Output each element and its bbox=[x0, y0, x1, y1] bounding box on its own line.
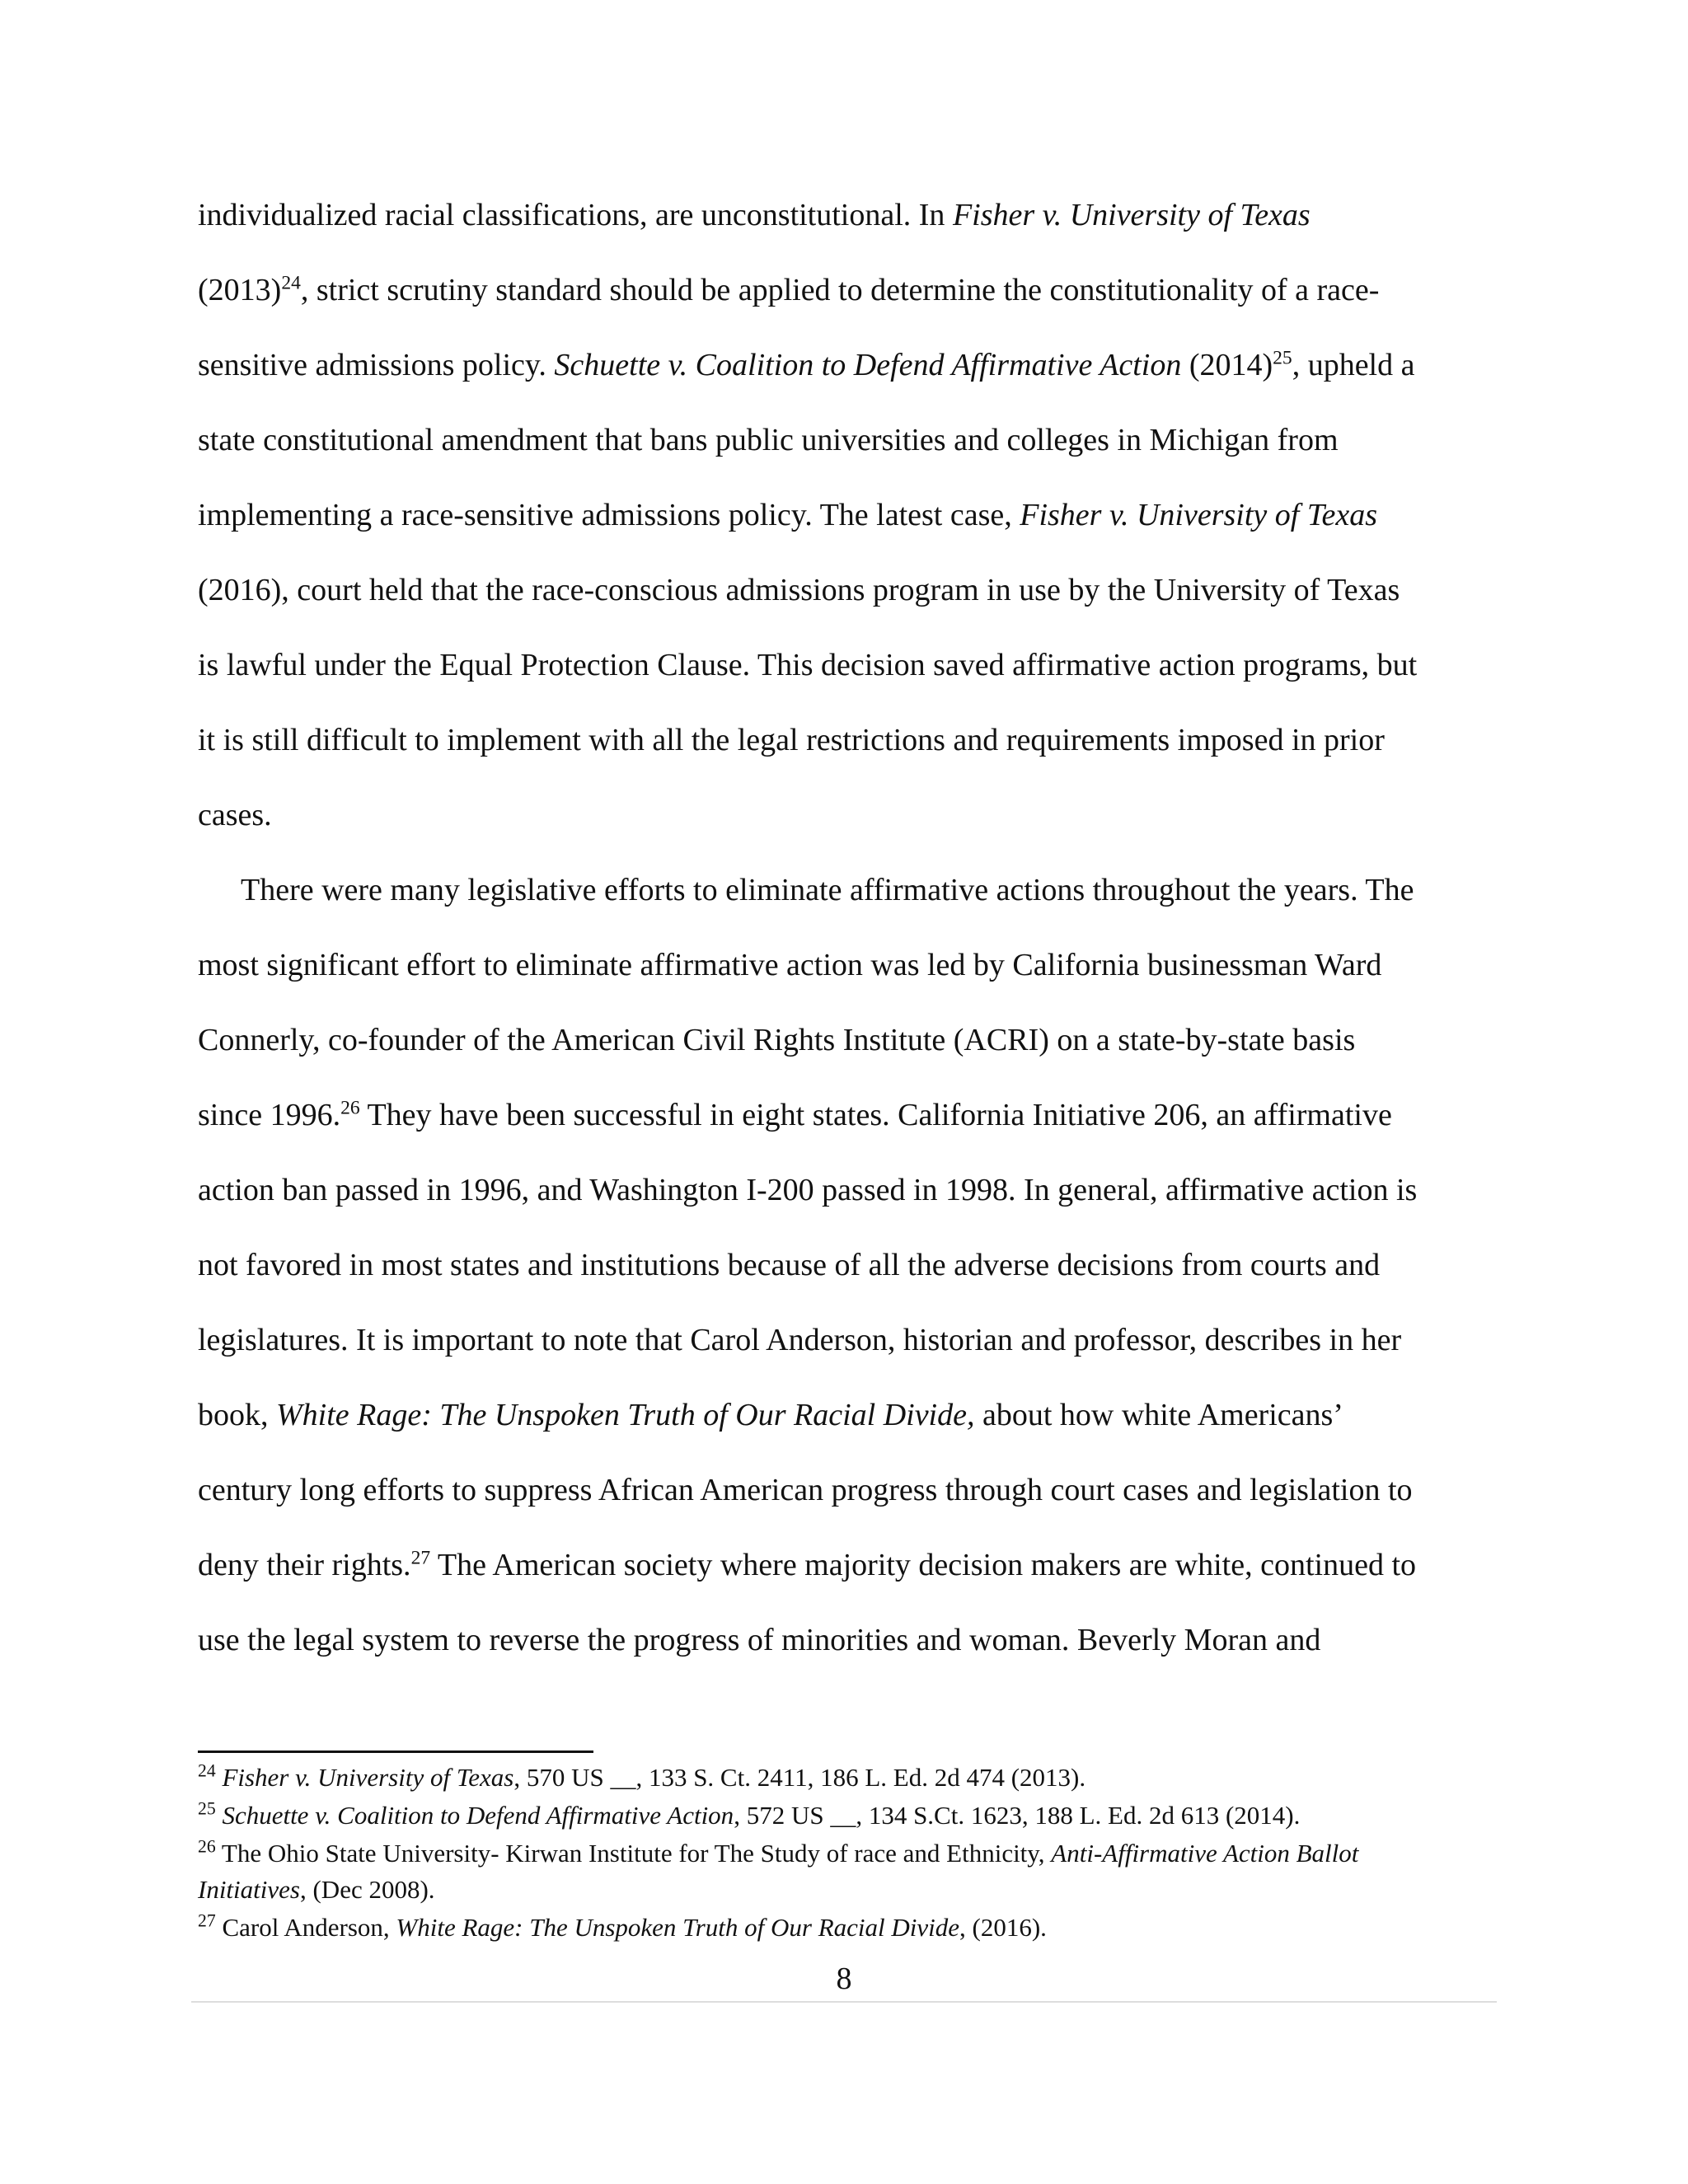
text-run: They have been successful in eight states. California Initiative 206, an affirmative bbox=[359, 1098, 1392, 1132]
case-name: Schuette v. Coalition to Defend Affirmative Action bbox=[222, 1801, 734, 1830]
report-title: Anti-Affirmative Action Ballot bbox=[1051, 1839, 1359, 1868]
body-line-6: (2016), court held that the race-conscious admissions program in use by the University of Texas bbox=[198, 573, 1400, 607]
body-line-13 bbox=[198, 1096, 1392, 1134]
text-run: sensitive admissions policy. bbox=[198, 348, 555, 382]
body-line-8: it is still difficult to implement with all the legal restrictions and requirements imposed in prior bbox=[198, 723, 1385, 757]
footnote-26 bbox=[198, 1838, 1358, 1869]
body-line-12: Connerly, co-founder of the American Civil Rights Institute (ACRI) on a state-by-state basis bbox=[198, 1023, 1356, 1057]
citation: , (2016). bbox=[959, 1913, 1047, 1942]
footnote-ref-25[interactable]: 25 bbox=[1273, 347, 1292, 369]
footnote-number: 27 bbox=[198, 1910, 216, 1931]
text-run: about how white Americans’ bbox=[974, 1398, 1343, 1432]
body-line-7: is lawful under the Equal Protection Clause. This decision saved affirmative action programs, but bbox=[198, 648, 1418, 682]
footnote-separator bbox=[198, 1750, 593, 1753]
body-line-17 bbox=[198, 1396, 1343, 1434]
body-line-2 bbox=[198, 271, 1379, 309]
citation: The Ohio State University- Kirwan Institute for The Study of race and Ethnicity, bbox=[221, 1839, 1052, 1868]
book-title: White Rage: The Unspoken Truth of Our Racial Divide, bbox=[276, 1398, 975, 1432]
text-run: individualized racial classifications, are unconstitutional. In bbox=[198, 198, 953, 232]
text-run: book, bbox=[198, 1398, 276, 1432]
case-name-schuette: Schuette v. Coalition to Defend Affirmative Action bbox=[554, 348, 1182, 382]
text-run: (2014) bbox=[1181, 348, 1273, 382]
footnote-24 bbox=[198, 1762, 1085, 1793]
citation: , 570 US __, 133 S. Ct. 2411, 186 L. Ed. 2d 474 (2013). bbox=[513, 1763, 1086, 1792]
text-run: implementing a race-sensitive admissions policy. The latest case, bbox=[198, 498, 1020, 532]
body-line-5 bbox=[198, 496, 1377, 534]
book-title: White Rage: The Unspoken Truth of Our Racial Divide bbox=[396, 1913, 960, 1942]
body-line-20: use the legal system to reverse the progress of minorities and woman. Beverly Moran and bbox=[198, 1623, 1321, 1657]
body-line-18: century long efforts to suppress African American progress through court cases and legislation to bbox=[198, 1473, 1413, 1507]
citation: , 572 US __, 134 S.Ct. 1623, 188 L. Ed. 2d 613 (2014). bbox=[734, 1801, 1301, 1830]
citation: Carol Anderson, bbox=[222, 1913, 396, 1942]
case-name: Fisher v. University of Texas bbox=[222, 1763, 514, 1792]
report-title: Initiatives bbox=[198, 1875, 300, 1904]
body-line-16: legislatures. It is important to note that Carol Anderson, historian and professor, describes in her bbox=[198, 1323, 1402, 1357]
body-line-15: not favored in most states and institutions because of all the adverse decisions from courts and bbox=[198, 1248, 1381, 1282]
text-run: deny their rights. bbox=[198, 1548, 411, 1582]
body-line-9: cases. bbox=[198, 798, 272, 832]
footnote-ref-24[interactable]: 24 bbox=[281, 272, 301, 294]
case-name-fisher-2016: Fisher v. University of Texas bbox=[1020, 498, 1378, 532]
page-bottom-divider bbox=[191, 2001, 1497, 2003]
body-line-10: There were many legislative efforts to eliminate affirmative actions throughout the years. The bbox=[241, 873, 1414, 907]
citation: , (Dec 2008). bbox=[299, 1875, 435, 1904]
case-name-fisher-2013: Fisher v. University of Texas bbox=[952, 198, 1311, 232]
footnote-number: 24 bbox=[198, 1760, 216, 1781]
text-run: since 1996. bbox=[198, 1098, 341, 1132]
body-line-1 bbox=[198, 196, 1311, 234]
text-run: , upheld a bbox=[1292, 348, 1415, 382]
footnote-25 bbox=[198, 1800, 1300, 1831]
footnote-26-continued bbox=[198, 1874, 435, 1905]
footnote-27 bbox=[198, 1912, 1047, 1943]
footnote-ref-26[interactable]: 26 bbox=[340, 1097, 360, 1119]
text-run: The American society where majority decision makers are white, continued to bbox=[430, 1548, 1417, 1582]
text-run: , strict scrutiny standard should be applied to determine the constitutionality of a race- bbox=[300, 273, 1380, 307]
footnote-ref-27[interactable]: 27 bbox=[410, 1547, 431, 1569]
body-line-14: action ban passed in 1996, and Washington I-200 passed in 1998. In general, affirmative action is bbox=[198, 1173, 1418, 1207]
footnote-number: 26 bbox=[198, 1836, 216, 1857]
footnote-number: 25 bbox=[198, 1798, 216, 1819]
body-line-3 bbox=[198, 346, 1414, 384]
body-line-4: state constitutional amendment that bans public universities and colleges in Michigan from bbox=[198, 423, 1339, 457]
text-run: (2013) bbox=[198, 273, 282, 307]
body-line-11: most significant effort to eliminate affirmative action was led by California businessman Ward bbox=[198, 948, 1382, 982]
body-line-19 bbox=[198, 1546, 1416, 1584]
page-number: 8 bbox=[836, 1961, 852, 1996]
